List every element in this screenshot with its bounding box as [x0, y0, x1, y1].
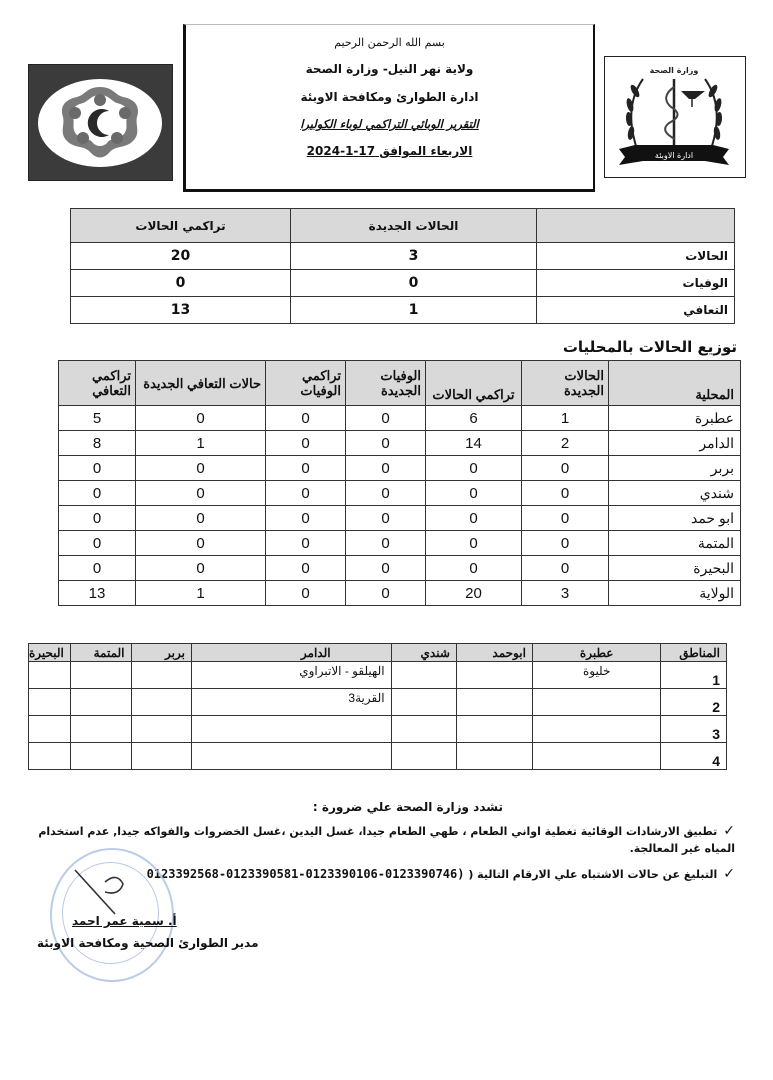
area-cell: [456, 716, 532, 743]
dist-cell-new-cases: 3: [522, 581, 609, 606]
dist-cell-cum-recovered: 0: [59, 481, 136, 506]
report-header: [183, 24, 595, 192]
note-item: [35, 823, 735, 857]
area-cell: [70, 689, 131, 716]
dist-cell-cum-recovered: 0: [59, 456, 136, 481]
area-cell: [456, 743, 532, 770]
dist-cell-cum-recovered: 0: [59, 531, 136, 556]
area-cell: القرية3: [191, 689, 391, 716]
area-cell: [70, 743, 131, 770]
checkmark-icon: ✓: [723, 866, 735, 882]
dist-cell-cum-deaths: 0: [266, 456, 346, 481]
areas-body: [29, 662, 727, 770]
dist-cell-cum-deaths: 0: [266, 481, 346, 506]
summary-table: [70, 208, 735, 324]
area-row-number: 1: [661, 662, 727, 689]
dist-cell-cum-cases: 0: [426, 506, 522, 531]
areas-header: عطبرة: [532, 644, 661, 662]
area-cell: خليوة: [532, 662, 661, 689]
area-cell: [391, 743, 456, 770]
summary-row-recovered: [71, 297, 735, 324]
area-cell: [131, 743, 191, 770]
summary-row-label: الوفيات: [537, 270, 735, 297]
area-row-number: 3: [661, 716, 727, 743]
summary-row-cases: [71, 243, 735, 270]
dist-cell-new-recovered: 0: [136, 481, 266, 506]
area-cell: [29, 716, 71, 743]
dist-cell-cum-cases: 0: [426, 556, 522, 581]
circle-emblem-icon: [29, 65, 172, 180]
area-cell: [532, 716, 661, 743]
areas-row: [29, 716, 727, 743]
distribution-body: [59, 406, 741, 606]
dist-cell-new-deaths: 0: [346, 581, 426, 606]
locality-name: الدامر: [609, 431, 741, 456]
dist-cell-new-deaths: 0: [346, 481, 426, 506]
distribution-row: [59, 556, 741, 581]
area-cell: [29, 689, 71, 716]
dist-cell-new-cases: 0: [522, 506, 609, 531]
dist-cell-new-cases: 1: [522, 406, 609, 431]
dist-header-cum-recovered: تراكمي التعافي: [59, 361, 136, 406]
dist-cell-new-recovered: 0: [136, 406, 266, 431]
distribution-row: [59, 431, 741, 456]
locality-name: المتمة: [609, 531, 741, 556]
dist-cell-cum-deaths: 0: [266, 406, 346, 431]
dist-header-cum-cases: تراكمي الحالات: [426, 361, 522, 406]
summary-header-new: الحالات الجديدة: [291, 209, 537, 243]
notes-heading: تشدد وزارة الصحة علي ضرورة :: [312, 800, 503, 814]
summary-row-label: التعافي: [537, 297, 735, 324]
distribution-row: [59, 456, 741, 481]
dist-cell-cum-deaths: 0: [266, 506, 346, 531]
distribution-title: توزيع الحالات بالمحليات: [562, 338, 737, 356]
area-cell: [391, 689, 456, 716]
distribution-header-row: [59, 361, 741, 406]
area-cell: [131, 662, 191, 689]
dist-header-new-cases: الحالات الجديدة: [522, 361, 609, 406]
distribution-table: [58, 360, 741, 606]
summary-cumulative-value: 20: [71, 243, 291, 270]
dist-cell-new-recovered: 1: [136, 431, 266, 456]
dist-cell-new-recovered: 0: [136, 506, 266, 531]
distribution-row: [59, 481, 741, 506]
dist-cell-new-cases: 0: [522, 456, 609, 481]
locality-name: البحيرة: [609, 556, 741, 581]
summary-row-deaths: [71, 270, 735, 297]
dist-header-new-recovered: حالات التعافي الجديدة: [136, 361, 266, 406]
area-cell: [532, 689, 661, 716]
area-row-number: 2: [661, 689, 727, 716]
signatory-name: أ. سمية عمر احمد: [72, 914, 177, 928]
locality-name: شندي: [609, 481, 741, 506]
dist-cell-new-recovered: 0: [136, 556, 266, 581]
dist-cell-new-cases: 0: [522, 531, 609, 556]
distribution-row: [59, 406, 741, 431]
areas-row: [29, 689, 727, 716]
area-cell: [70, 662, 131, 689]
signatory-title: مدير الطوارئ الصحية ومكافحة الاوبئة: [37, 936, 259, 950]
dist-cell-cum-cases: 0: [426, 481, 522, 506]
phone-numbers: 0123392568-0123390581-0123390106-0123390746): [146, 867, 465, 881]
checkmark-icon: ✓: [723, 823, 735, 839]
dist-cell-new-deaths: 0: [346, 506, 426, 531]
dist-cell-cum-recovered: 8: [59, 431, 136, 456]
dist-header-locality: المحلية: [609, 361, 741, 406]
emblem-top-text: وزارة الصحة: [649, 66, 699, 75]
areas-header-row: [29, 644, 727, 662]
summary-row-label: الحالات: [537, 243, 735, 270]
areas-header: شندي: [391, 644, 456, 662]
areas-header: بربر: [131, 644, 191, 662]
distribution-row: [59, 581, 741, 606]
emblem-ribbon-text: ادارة الاوبئة: [654, 151, 694, 160]
areas-table: [28, 643, 727, 770]
summary-cumulative-value: 13: [71, 297, 291, 324]
dist-cell-cum-recovered: 13: [59, 581, 136, 606]
dist-cell-cum-cases: 6: [426, 406, 522, 431]
locality-name: عطبرة: [609, 406, 741, 431]
dist-cell-cum-cases: 20: [426, 581, 522, 606]
dist-cell-cum-cases: 14: [426, 431, 522, 456]
dist-cell-new-deaths: 0: [346, 531, 426, 556]
summary-new-value: 3: [291, 243, 537, 270]
ministry-logo: [604, 56, 746, 178]
area-cell: [29, 743, 71, 770]
dist-cell-new-deaths: 0: [346, 556, 426, 581]
emergency-logo: [28, 64, 173, 181]
dist-cell-new-cases: 0: [522, 556, 609, 581]
dist-cell-new-recovered: 0: [136, 456, 266, 481]
areas-header: البحيرة: [29, 644, 71, 662]
note-text: التبليغ عن حالات الاشتباه علي الارقام التالية (: [468, 868, 718, 881]
dist-cell-cum-cases: 0: [426, 456, 522, 481]
dist-cell-cum-cases: 0: [426, 531, 522, 556]
summary-header-row: [71, 209, 735, 243]
state-ministry-line: ولاية نهر النيل- وزارة الصحة: [305, 62, 474, 76]
summary-header-cumulative: تراكمي الحالات: [71, 209, 291, 243]
area-cell: [391, 662, 456, 689]
area-cell: [456, 662, 532, 689]
area-cell: الهيلقو - الاتبراوي: [191, 662, 391, 689]
areas-header: المتمة: [70, 644, 131, 662]
area-cell: [29, 662, 71, 689]
dist-cell-new-deaths: 0: [346, 406, 426, 431]
dist-cell-cum-deaths: 0: [266, 431, 346, 456]
basmala: بسم الله الرحمن الرحيم: [334, 36, 445, 49]
ministry-emblem-icon: [605, 57, 744, 176]
report-date: الاربعاء الموافق 17-1-2024: [306, 144, 473, 158]
report-title: التقرير الوبائي التراكمي لوباء الكوليرا: [300, 117, 479, 131]
locality-name: ابو حمد: [609, 506, 741, 531]
dist-cell-new-cases: 2: [522, 431, 609, 456]
area-cell: [532, 743, 661, 770]
areas-header: ابوحمد: [456, 644, 532, 662]
note-text: تطبيق الارشادات الوقائية تغطية اواني الطعام ، طهي الطعام جيدا، غسل اليدين ،غسل الخضروات والفواكه جيدا, عدم استخدام المياه غير المعالجة.: [38, 825, 735, 855]
signature-icon: [55, 862, 165, 922]
dist-cell-new-recovered: 1: [136, 581, 266, 606]
area-cell: [191, 743, 391, 770]
summary-new-value: 0: [291, 270, 537, 297]
dist-cell-cum-deaths: 0: [266, 556, 346, 581]
area-row-number: 4: [661, 743, 727, 770]
dist-cell-cum-deaths: 0: [266, 581, 346, 606]
department-line: ادارة الطوارئ ومكافحة الاوبئة: [300, 90, 479, 104]
locality-name: الولاية: [609, 581, 741, 606]
locality-name: بربر: [609, 456, 741, 481]
dist-cell-new-deaths: 0: [346, 431, 426, 456]
areas-row: [29, 743, 727, 770]
dist-cell-cum-recovered: 0: [59, 556, 136, 581]
dist-cell-new-cases: 0: [522, 481, 609, 506]
summary-new-value: 1: [291, 297, 537, 324]
areas-header: المناطق: [661, 644, 727, 662]
area-cell: [131, 689, 191, 716]
dist-cell-new-deaths: 0: [346, 456, 426, 481]
dist-header-new-deaths: الوفيات الجديدة: [346, 361, 426, 406]
summary-cumulative-value: 0: [71, 270, 291, 297]
dist-header-cum-deaths: تراكمي الوفيات: [266, 361, 346, 406]
area-cell: [456, 689, 532, 716]
area-cell: [70, 716, 131, 743]
area-cell: [391, 716, 456, 743]
dist-cell-new-recovered: 0: [136, 531, 266, 556]
distribution-row: [59, 506, 741, 531]
areas-header: الدامر: [191, 644, 391, 662]
area-cell: [191, 716, 391, 743]
dist-cell-cum-recovered: 5: [59, 406, 136, 431]
dist-cell-cum-recovered: 0: [59, 506, 136, 531]
distribution-row: [59, 531, 741, 556]
area-cell: [131, 716, 191, 743]
areas-row: [29, 662, 727, 689]
dist-cell-cum-deaths: 0: [266, 531, 346, 556]
summary-header-empty: [537, 209, 735, 243]
